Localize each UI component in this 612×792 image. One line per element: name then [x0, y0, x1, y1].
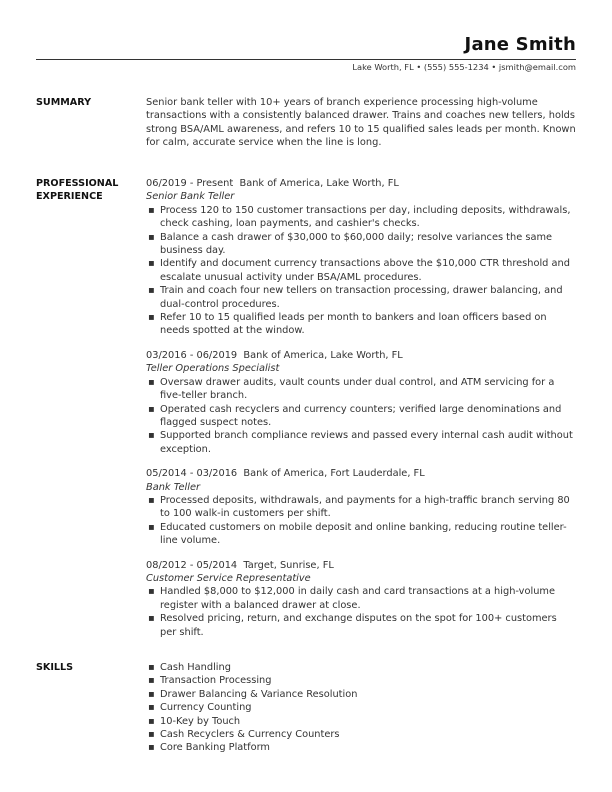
- job-header: [146, 349, 576, 362]
- job-bullet: ▪ Processed deposits, withdrawals, and payments for a high-traffic branch serving 80 to 100 walk-in customers per shift.: [148, 494, 570, 520]
- skill-item: ▪ Cash Recyclers & Currency Counters: [148, 729, 340, 741]
- job-bullet: ▪ Supported branch compliance reviews and passed every internal cash audit without exception.: [148, 430, 573, 455]
- job-bullets: [146, 585, 576, 639]
- job-bullet: ▪ Balance a cash drawer of $30,000 to $60,000 daily; resolve variances the same business day.: [148, 231, 553, 257]
- job-bullet: ▪ Identify and document currency transactions above the $10,000 CTR threshold and escalate unusual activity under BSA/AML procedures.: [148, 258, 570, 283]
- skills-list: [146, 661, 576, 755]
- job-entry: [146, 559, 576, 639]
- job-bullets: [146, 494, 576, 548]
- experience-heading: [36, 177, 136, 203]
- job-dates: 05/2014 - 03/2016: [146, 468, 238, 480]
- skill-item: ▪ Transaction Processing: [148, 675, 272, 687]
- contact-line: Lake Worth, FL • (555) 555-1234 • jsmith@email.com: [352, 62, 576, 72]
- summary-heading: SUMMARY: [36, 97, 92, 108]
- job-dates: 06/2019 - Present: [146, 178, 234, 189]
- experience-content: [146, 177, 576, 650]
- job-bullet: ▪ Process 120 to 150 customer transactions per day, including deposits, withdrawals, check cashing, loan payments, and cashier's checks.: [148, 204, 571, 230]
- job-title: Bank Teller: [146, 481, 201, 493]
- job-title: Senior Bank Teller: [146, 191, 235, 203]
- job-dates: 03/2016 - 06/2019: [146, 349, 238, 361]
- skill-item: ▪ Cash Handling: [148, 662, 231, 673]
- summary-text: Senior bank teller with 10+ years of branch experience processing high-volume transactions with a consistently balanced drawer. Trains and coaches new tellers, holds strong BSA/AML awareness, and refers 10 to 15 qualified sales leads per month. Known for calm, accurate service when the line is long.: [146, 97, 576, 149]
- job-title: Teller Operations Specialist: [146, 363, 280, 375]
- candidate-name: Jane Smith: [464, 34, 576, 55]
- skills-content: [146, 661, 576, 755]
- job-bullets: [146, 376, 576, 456]
- job-entry: [146, 177, 576, 338]
- job-bullet: ▪ Train and coach four new tellers on transaction processing, drawer balancing, and dual-control procedures.: [148, 285, 563, 310]
- job-entry: [146, 467, 576, 547]
- header-divider: [36, 59, 576, 60]
- job-entry: [146, 349, 576, 456]
- job-bullet: ▪ Operated cash recyclers and currency counters; verified large denominations and flagged suspect notes.: [148, 403, 562, 428]
- job-bullet: ▪ Handled $8,000 to $12,000 in daily cash and card transactions at a high-volume register with a balanced drawer at close.: [148, 586, 555, 611]
- job-bullet: ▪ Oversaw drawer audits, vault counts under dual control, and ATM servicing for a five-teller branch.: [148, 376, 555, 402]
- summary-content: [146, 96, 576, 150]
- experience-heading-line1: PROFESSIONAL: [36, 178, 119, 189]
- skill-item: ▪ 10-Key by Touch: [148, 715, 241, 727]
- job-header: [146, 177, 576, 190]
- job-bullet: ▪ Resolved pricing, return, and exchange disputes on the spot for 100+ customers per shift.: [148, 613, 557, 638]
- job-employer: Target, Sunrise, FL: [243, 559, 334, 571]
- job-header: [146, 467, 576, 480]
- job-header: [146, 559, 576, 572]
- job-bullets: [146, 204, 576, 338]
- job-employer: Bank of America, Fort Lauderdale, FL: [243, 468, 425, 480]
- skill-item: ▪ Core Banking Platform: [148, 742, 270, 754]
- experience-heading-line2: EXPERIENCE: [36, 191, 103, 202]
- job-bullet: ▪ Refer 10 to 15 qualified leads per month to bankers and loan officers based on needs spotted at the window.: [148, 312, 547, 337]
- skills-heading: SKILLS: [36, 662, 74, 673]
- skill-item: ▪ Currency Counting: [148, 702, 252, 714]
- skill-item: ▪ Drawer Balancing & Variance Resolution: [148, 688, 358, 700]
- job-employer: Bank of America, Lake Worth, FL: [243, 349, 403, 361]
- job-bullet: ▪ Educated customers on mobile deposit and online banking, reducing routine teller-line volume.: [148, 521, 567, 547]
- job-employer: Bank of America, Lake Worth, FL: [239, 178, 399, 189]
- job-title: Customer Service Representative: [146, 572, 311, 584]
- job-dates: 08/2012 - 05/2014: [146, 559, 238, 571]
